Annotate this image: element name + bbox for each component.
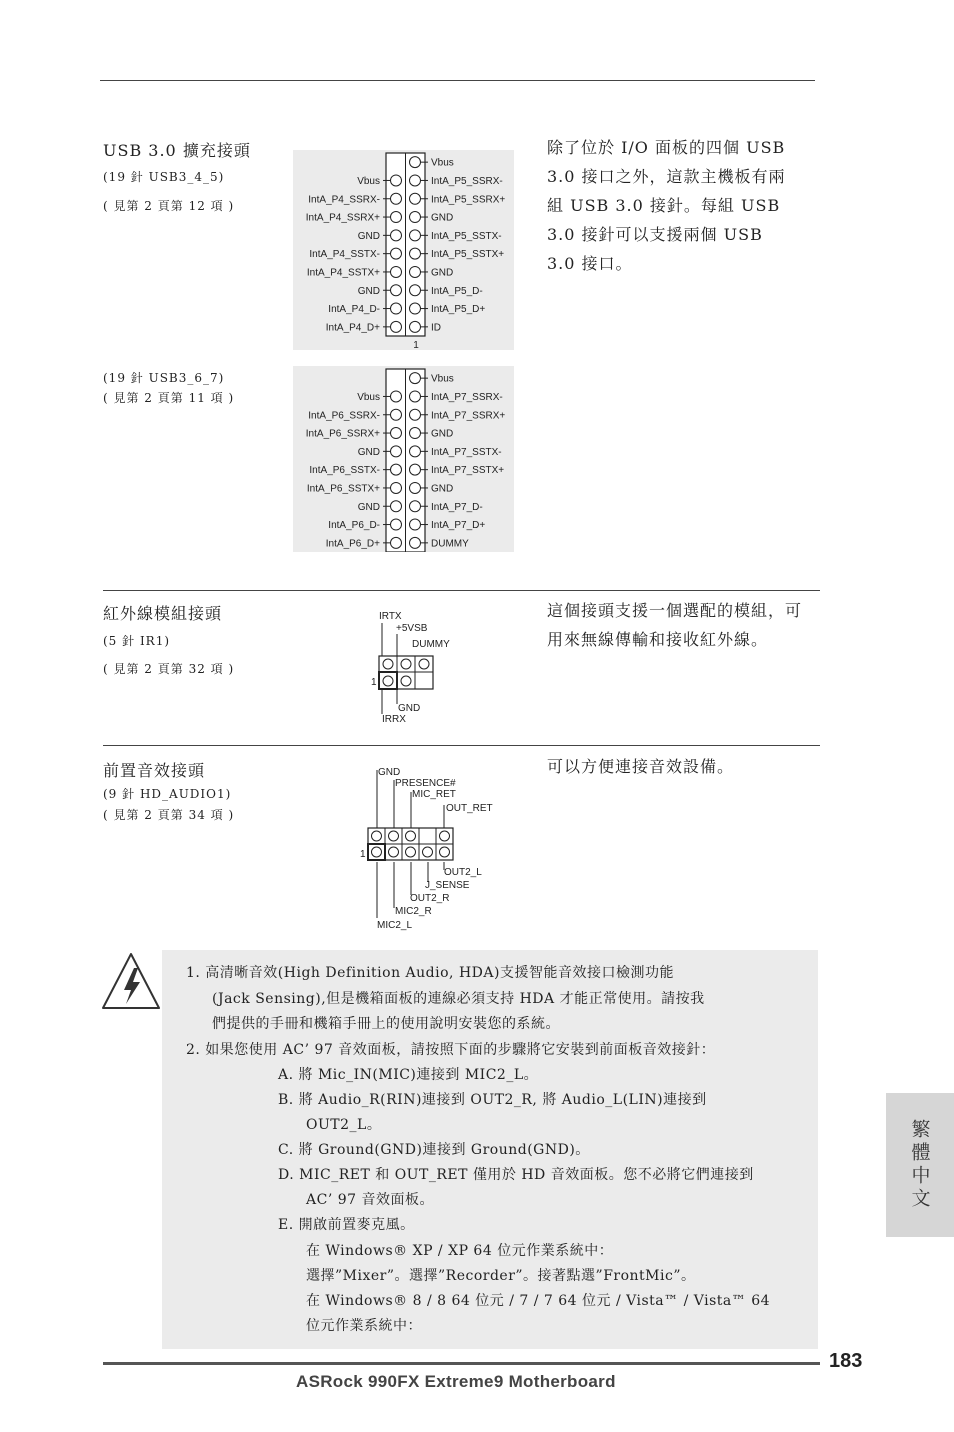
usb1-label-left-7: IntA_P4_D- — [328, 304, 380, 316]
section-divider-2 — [103, 745, 820, 746]
usb2-label-right-0: IntA_P7_SSRX- — [431, 391, 503, 403]
usb1-label-right-8: ID — [431, 322, 441, 334]
audio-label-mic-ret: MIC_RET — [412, 789, 456, 800]
usb1-label-right-1: IntA_P5_SSRX+ — [431, 194, 506, 206]
usb1-label-left-3: GND — [357, 230, 380, 242]
ir-description: 這個接頭支援一個選配的模組，可用來無線傳輸和接收紅外線。 — [547, 601, 803, 649]
usb1-label-left-8: IntA_P4_D+ — [325, 322, 380, 334]
usb2-label-right-8: DUMMY — [431, 538, 469, 550]
audio-label-out2-l: OUT2_L — [444, 867, 482, 878]
usb1-label-left-0: Vbus — [357, 175, 380, 187]
note-box — [162, 950, 818, 1349]
note-line-13: 選擇”Mixer”。選擇”Recorder”。接著點選”FrontMic”。 — [306, 1268, 696, 1284]
note-line-8: C. 將 Ground(GND)連接到 Ground(GND)。 — [278, 1142, 590, 1158]
usb2-label-left-4: IntA_P6_SSTX- — [309, 465, 380, 477]
warning-icon — [100, 950, 162, 1012]
usb2-label-right-7: IntA_P7_D+ — [431, 520, 486, 532]
note-line-15: 位元作業系統中： — [306, 1318, 422, 1334]
usb2-label-right-1: IntA_P7_SSRX+ — [431, 410, 506, 422]
audio-label-gnd: GND — [378, 767, 401, 778]
note-line-9: D. MIC_RET 和 OUT_RET 僅用於 HD 音效面板。您不必將它們連接到 — [278, 1167, 754, 1183]
audio-label-out-ret: OUT_RET — [446, 803, 493, 814]
usb1-label-right-2: GND — [431, 212, 454, 224]
footer-rule — [103, 1362, 820, 1365]
usb2-label-right-2: GND — [431, 428, 454, 440]
usb-description: 除了位於 I/O 面板的四個 USB 3.0 接口之外，這款主機板有兩組 USB 3.0 接針。每組 USB 3.0 接針可以支援兩個 USB 3.0 接口。 — [547, 138, 786, 273]
note-line-1: 1. 高清晰音效(High Definition Audio, HDA)支援智能音效接口檢測功能 — [186, 965, 674, 981]
usb2-label-right-3: IntA_P7_SSTX- — [431, 446, 502, 458]
audio-label-j-sense: J_SENSE — [425, 880, 470, 891]
usb-header-sub1: (19 針 USB3_4_5) — [103, 170, 225, 184]
usb2-label-right-6: IntA_P7_D- — [431, 501, 483, 513]
audio-label-presence: PRESENCE# — [395, 778, 456, 789]
usb1-pin1-label: 1 — [413, 340, 419, 350]
audio-pin-diagram — [358, 762, 498, 934]
usb1-label-right-7: IntA_P5_D+ — [431, 304, 486, 316]
note-line-5: A. 將 Mic_IN(MIC)連接到 MIC2_L。 — [278, 1067, 539, 1083]
usb2-label-left-5: IntA_P6_SSTX+ — [306, 483, 380, 495]
usb-header-ref2: ( 見第 2 頁第 11 項 ) — [103, 391, 235, 405]
section-divider-1 — [103, 590, 820, 591]
ir-label-irrx: IRRX — [382, 714, 406, 724]
audio-header-title: 前置音效接頭 — [103, 761, 206, 780]
usb2-label-left-0: Vbus — [357, 391, 380, 403]
audio-header-ref: ( 見第 2 頁第 34 項 ) — [103, 808, 235, 822]
ir-header-ref: ( 見第 2 頁第 32 項 ) — [103, 662, 235, 676]
audio-label-mic2-l: MIC2_L — [377, 920, 413, 931]
usb2-label-left-2: IntA_P6_SSRX+ — [305, 428, 380, 440]
ir-label-5vsb: +5VSB — [396, 623, 428, 634]
usb1-label-left-2: IntA_P4_SSRX+ — [305, 212, 380, 224]
note-line-6: B. 將 Audio_R(RIN)連接到 OUT2_R, 將 Audio_L(LIN)連接到 — [278, 1092, 707, 1108]
audio-pin1-label: 1 — [360, 849, 366, 860]
page-number: 183 — [829, 1350, 863, 1372]
usb1-label-right-6: IntA_P5_D- — [431, 285, 483, 297]
note-line-11: E. 開啟前置麥克風。 — [278, 1217, 415, 1233]
usb1-label-left-4: IntA_P4_SSTX- — [309, 249, 380, 261]
usb1-label-left-1: IntA_P4_SSRX- — [308, 194, 380, 206]
usb-header-ref1: ( 見第 2 頁第 12 項 ) — [103, 199, 235, 213]
language-side-tab-label: 繁體中文 — [908, 1119, 931, 1211]
ir-pin1-label: 1 — [371, 677, 377, 688]
note-line-4: 2. 如果您使用 AC’ 97 音效面板，請按照下面的步驟將它安裝到前面板音效接針： — [186, 1042, 716, 1058]
top-rule — [100, 80, 815, 81]
usb2-label-right-5: GND — [431, 483, 454, 495]
audio-label-mic2-r: MIC2_R — [395, 906, 432, 917]
language-side-tab — [886, 1093, 954, 1237]
ir-label-gnd: GND — [398, 703, 421, 714]
usb2-label-top: Vbus — [431, 373, 454, 385]
usb2-label-left-8: IntA_P6_D+ — [325, 538, 380, 550]
usb-header-title: USB 3.0 擴充接頭 — [103, 141, 251, 160]
note-line-7: OUT2_L。 — [306, 1117, 382, 1133]
usb2-label-left-7: IntA_P6_D- — [328, 520, 380, 532]
usb3-4-5-pin-diagram — [293, 150, 514, 350]
usb2-label-left-6: GND — [357, 501, 380, 513]
ir-label-dummy: DUMMY — [412, 639, 450, 650]
footer-title: ASRock 990FX Extreme9 Motherboard — [296, 1372, 616, 1391]
ir-header-sub: (5 針 IR1) — [103, 634, 171, 648]
usb1-label-left-6: GND — [357, 285, 380, 297]
note-line-14: 在 Windows® 8 / 8 64 位元 / 7 / 7 64 位元 / Vista™ / Vista™ 64 — [306, 1293, 771, 1309]
usb1-label-top: Vbus — [431, 157, 454, 169]
audio-header-sub: (9 針 HD_AUDIO1) — [103, 787, 232, 801]
usb3-6-7-pin-diagram — [293, 366, 514, 552]
usb2-label-left-3: GND — [357, 446, 380, 458]
audio-label-out2-r: OUT2_R — [410, 893, 450, 904]
note-line-12: 在 Windows® XP / XP 64 位元作業系統中： — [306, 1243, 614, 1259]
usb1-label-right-3: IntA_P5_SSTX- — [431, 230, 502, 242]
ir-header-title: 紅外線模組接頭 — [103, 604, 223, 623]
note-line-10: AC’ 97 音效面板。 — [306, 1192, 434, 1208]
note-line-2: (Jack Sensing),但是機箱面板的連線必須支持 HDA 才能正常使用。請按我 — [212, 991, 705, 1007]
usb1-label-right-4: IntA_P5_SSTX+ — [431, 249, 505, 261]
usb1-label-left-5: IntA_P4_SSTX+ — [306, 267, 380, 279]
usb-header-sub2: (19 針 USB3_6_7) — [103, 371, 225, 385]
usb1-label-right-0: IntA_P5_SSRX- — [431, 175, 503, 187]
usb2-label-right-4: IntA_P7_SSTX+ — [431, 465, 505, 477]
usb1-label-right-5: GND — [431, 267, 454, 279]
ir-label-irtx: IRTX — [379, 611, 402, 622]
note-line-3: 們提供的手冊和機箱手冊上的使用說明安裝您的系統。 — [212, 1016, 560, 1032]
usb2-label-left-1: IntA_P6_SSRX- — [308, 410, 380, 422]
audio-description: 可以方便連接音效設備。 — [547, 757, 735, 776]
ir-pin-diagram — [362, 606, 472, 724]
